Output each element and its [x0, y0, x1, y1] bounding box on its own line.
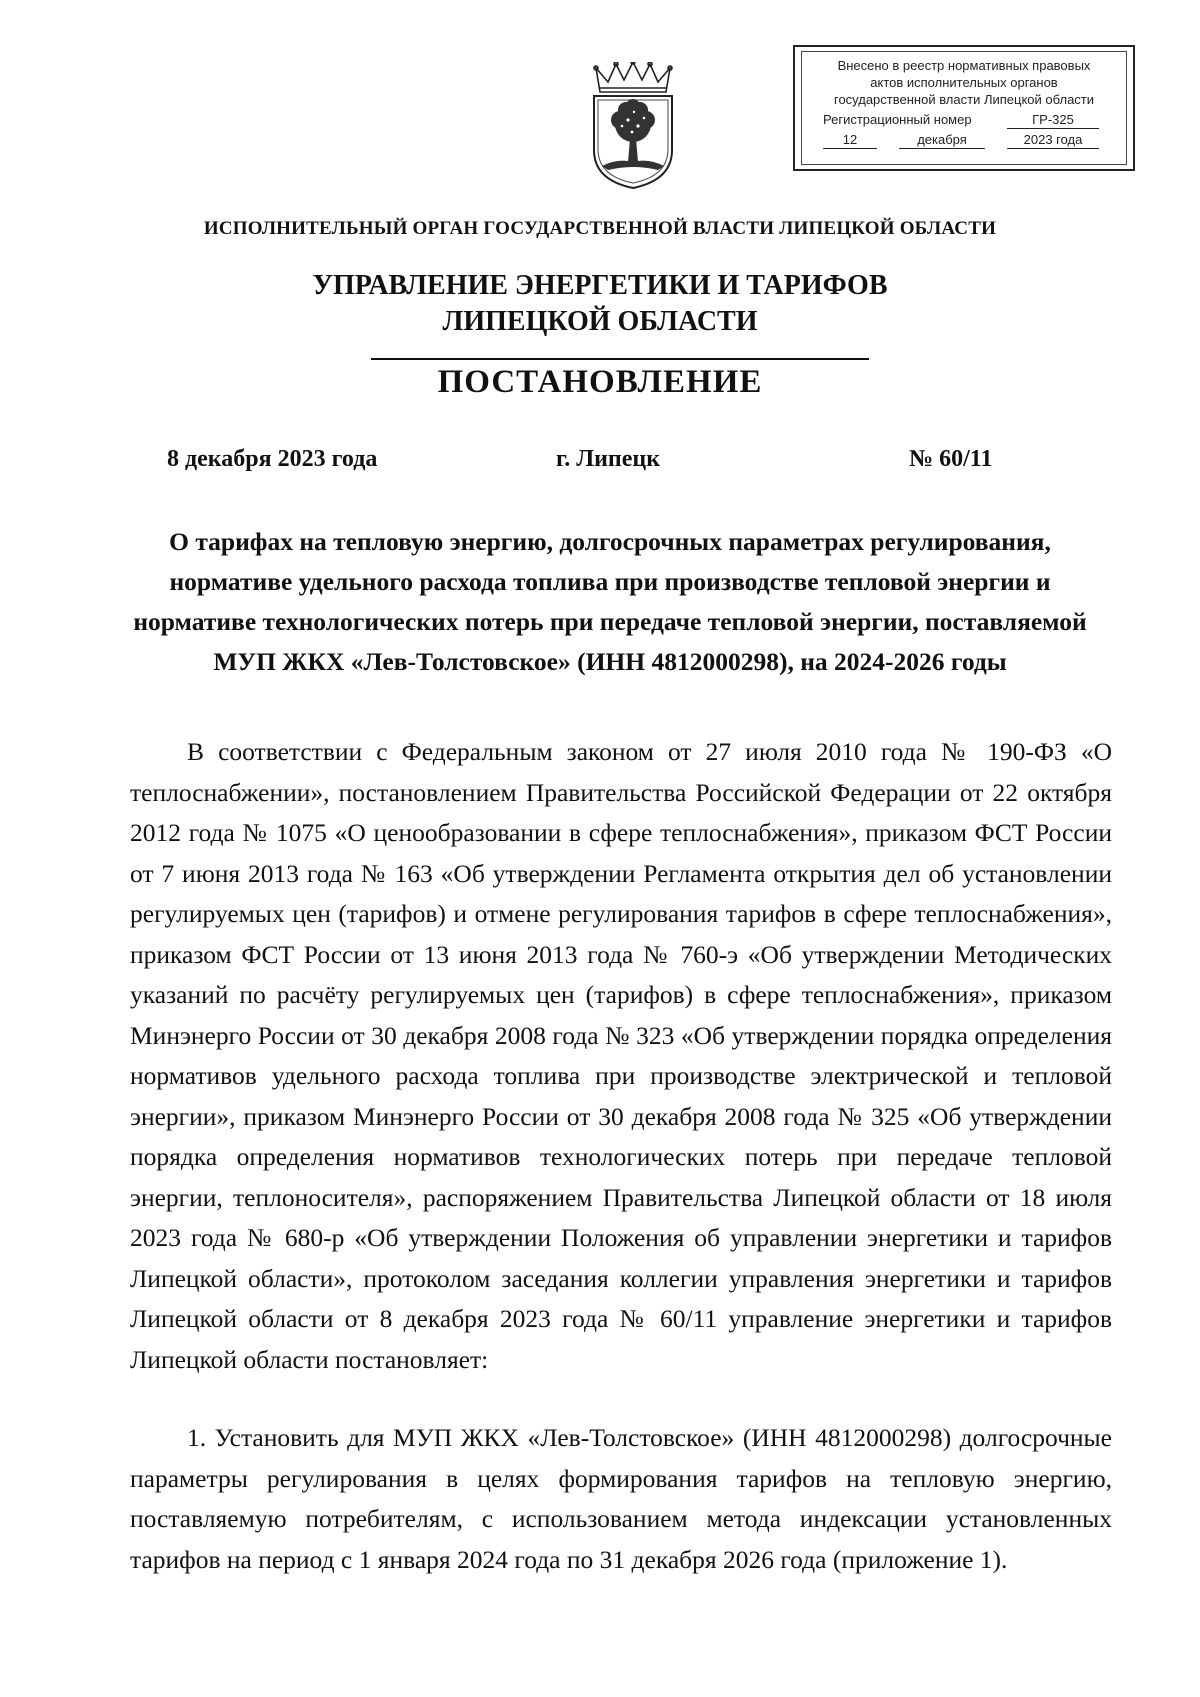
stamp-line-1: Внесено в реестр нормативных правовых [837, 58, 1091, 73]
department-line-1: УПРАВЛЕНИЕ ЭНЕРГЕТИКИ И ТАРИФОВ [312, 270, 888, 301]
stamp-line-2: актов исполнительных органов [870, 75, 1058, 90]
lipetsk-coat-of-arms-icon [588, 62, 678, 190]
preamble-paragraph: В соответствии с Федеральным законом от 27 июля 2010 года № 190-ФЗ «О теплоснабжении», постановлением Правительства Российской Федерации от 22 октября 2012 года № 1075 «О ценообразовании в сфере теплоснабжения», приказом ФСТ России от 7 июня 2013 года № 163 «Об утверждении Регламента открытия дел об установлении регулируемых цен (тарифов) и отмене регулирования тарифов в сфере теплоснабжения», приказом ФСТ России от 13 июня 2013 года № 760-э «Об утверждении Методических указаний по расчёту регулируемых цен (тарифов) в сфере теплоснабжения», приказом Минэнерго России от 30 декабря 2008 года № 323 «Об утверждении порядка определения нормативов удельного расхода топлива при производстве электрической и тепловой энергии», приказом Минэнерго России от 30 декабря 2008 года № 325 «Об утверждении порядка определения нормативов технологических потерь при передаче тепловой энергии, теплоносителя», распоряжением Правительства Липецкой области от 18 июля 2023 года № 680-р «Об утверждении Положения об управлении энергетики и тарифов Липецкой области», протоколом заседания коллегии управления энергетики и тарифов Липецкой области от 8 декабря 2023 года № 60/11 управление энергетики и тарифов Липецкой области постановляет: [130, 737, 1112, 1374]
stamp-reg-number: ГР-325 [1007, 111, 1099, 129]
department-name [0, 268, 1200, 340]
issuing-authority: ИСПОЛНИТЕЛЬНЫЙ ОРГАН ГОСУДАРСТВЕННОЙ ВЛАСТИ ЛИПЕЦКОЙ ОБЛАСТИ [203, 218, 997, 239]
item-1-paragraph: 1. Установить для МУП ЖКХ «Лев-Толстовское» (ИНН 4812000298) долгосрочные параметры регулирования в целях формирования тарифов на тепловую энергию, поставляемую потребителям, с использованием метода индексации установленных тарифов на период с 1 января 2024 года по 31 декабря 2026 года (приложение 1). [130, 1423, 1112, 1574]
decree-number: № 60/11 [909, 446, 993, 472]
decree-city: г. Липецк [556, 446, 661, 472]
stamp-line-3: государственной власти Липецкой области [833, 92, 1095, 107]
decree-heading: О тарифах на тепловую энергию, долгосрочных параметрах регулирования, нормативе удельного расхода топлива при производстве тепловой энергии и нормативе технологических потерь при передаче тепловой энергии, поставляемой МУП ЖКХ «Лев-Толстовское» (ИНН 4812000298), на 2024-2026 годы [133, 527, 1087, 676]
department-line-2: ЛИПЕЦКОЙ ОБЛАСТИ [442, 306, 758, 337]
registry-stamp [793, 45, 1135, 171]
decree-date: 8 декабря 2023 года [167, 446, 378, 472]
stamp-day: 12 [823, 131, 877, 149]
stamp-month: декабря [899, 131, 985, 149]
header-divider [371, 358, 869, 360]
stamp-reg-label: Регистрационный номер [823, 112, 972, 127]
stamp-year: 2023 года [1007, 131, 1099, 149]
document-type: ПОСТАНОВЛЕНИЕ [437, 364, 763, 400]
